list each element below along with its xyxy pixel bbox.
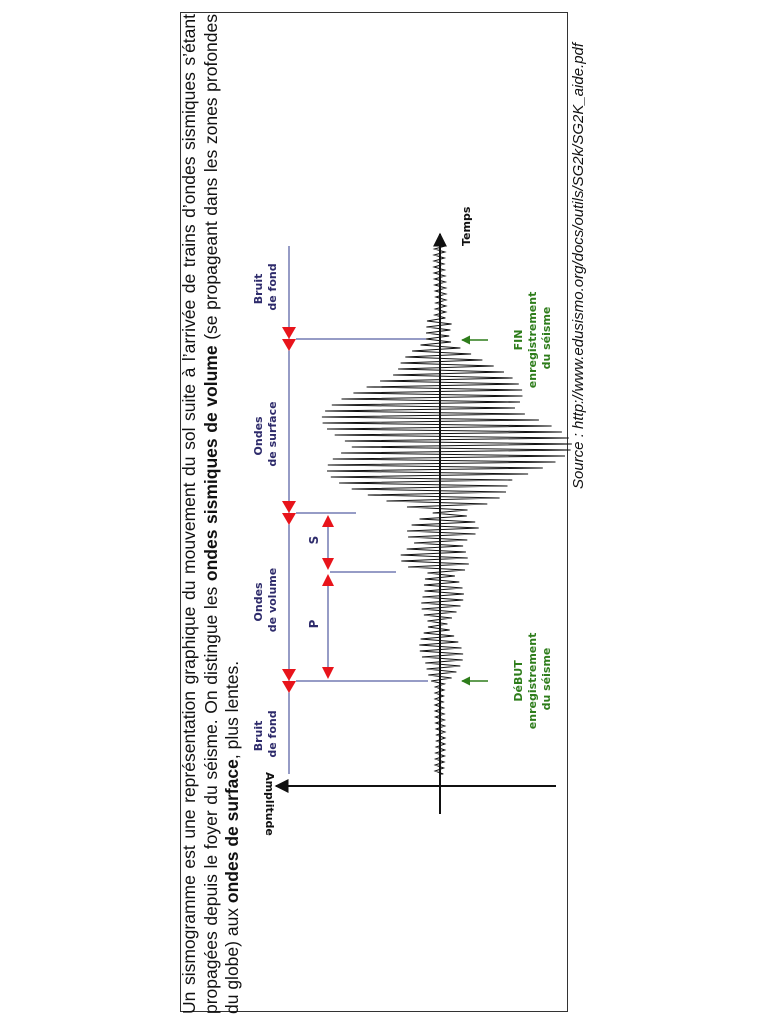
phase-label-noise-end-l1: Bruit (252, 273, 265, 305)
phase-label-surface-l1: Ondes (252, 416, 265, 456)
axis-label-time: Temps (460, 206, 473, 246)
intro-bold-volume: ondes sismiques de volume (200, 345, 221, 582)
intro-text-1: Un sismogramme est une représentation graphique du mouvement du sol suite à l’arrivée de trains d’ondes sismiques s’étant propagées depuis le foyer du séisme. On distingue les (179, 14, 221, 1014)
start-marker-label (512, 629, 553, 729)
start-marker (462, 629, 553, 729)
axes (263, 206, 556, 836)
intro-text-2: (se propageant dans les zones profondes du globe) aux (200, 13, 242, 1014)
end-marker-l1: FIN (512, 329, 525, 351)
phase-label-surface-l2: de surface (266, 401, 279, 467)
intro-text-3: , plus lentes. (222, 660, 242, 760)
bracket-arrow (282, 501, 296, 513)
bracket-arrow (282, 339, 296, 351)
wave-arrows (307, 515, 334, 679)
bracket-arrow (282, 327, 296, 339)
p-arrow-right (322, 574, 334, 586)
s-wave-label: S (307, 535, 321, 545)
bracket-arrow (282, 513, 296, 525)
bracket-arrow (282, 669, 296, 681)
phase-label-volume-l1: Ondes (252, 582, 265, 622)
p-wave-label: P (307, 619, 321, 629)
phase-label-volume-l2: de volume (266, 567, 279, 633)
end-marker-l2: enregistrement (526, 291, 539, 389)
end-marker-label (512, 288, 553, 388)
phase-label-noise-end (252, 263, 279, 310)
phase-label-noise-end-l2: de fond (266, 263, 279, 311)
phase-label-noise-start-l2: de fond (266, 710, 279, 758)
phase-label-surface (252, 401, 279, 466)
s-arrow-left (322, 558, 334, 570)
start-marker-l1: DéBUT (512, 660, 525, 702)
phase-labels (252, 263, 279, 757)
intro-bold-surface: ondes de surface (222, 759, 242, 904)
end-marker-l3: du séisme (540, 306, 553, 370)
phase-label-noise-start (252, 710, 279, 757)
source-citation: Source : http://www.edusismo.org/docs/outils/SG2k/SG2K_aide.pdf (570, 42, 587, 489)
p-arrow-left (322, 667, 334, 679)
phase-label-volume (252, 568, 279, 632)
s-arrow-right (322, 515, 334, 527)
divider-lines (296, 339, 428, 681)
start-marker-l2: enregistrement (526, 632, 539, 730)
phase-bracket (282, 246, 296, 774)
phase-label-noise-start-l1: Bruit (252, 720, 265, 752)
start-marker-l3: du séisme (540, 647, 553, 711)
axis-label-amplitude: Amplitude (263, 772, 276, 836)
bracket-arrow (282, 681, 296, 693)
